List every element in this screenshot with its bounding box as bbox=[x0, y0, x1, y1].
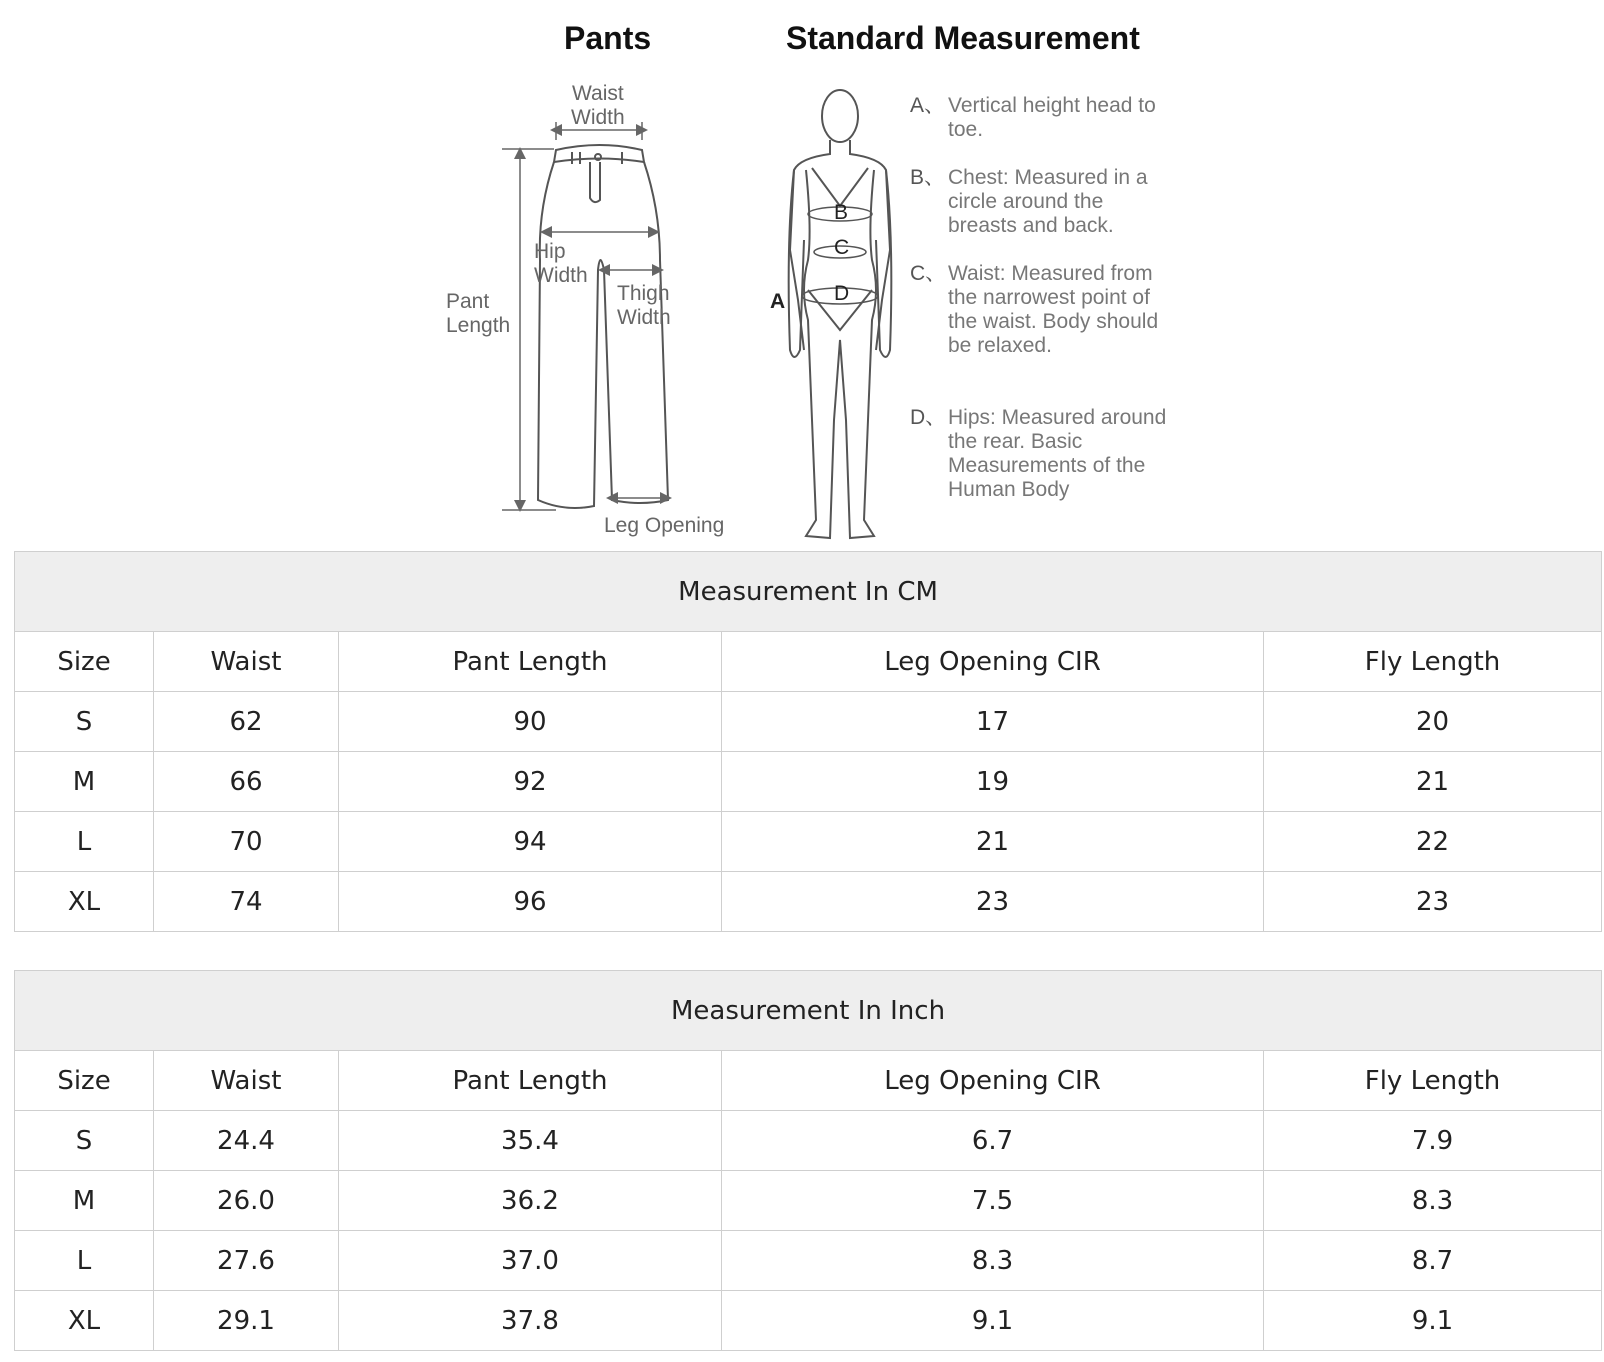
table-cell: 8.3 bbox=[722, 1231, 1264, 1291]
column-header: Waist bbox=[154, 632, 339, 692]
column-header: Leg Opening CIR bbox=[722, 632, 1264, 692]
table-row bbox=[15, 1291, 1602, 1351]
cm-header-row bbox=[15, 632, 1602, 692]
column-header: Fly Length bbox=[1264, 632, 1602, 692]
description-d-text: Hips: Measured around the rear. Basic Measurements of the Human Body bbox=[948, 406, 1167, 501]
body-letter-a: A bbox=[770, 290, 786, 313]
table-cell: 20 bbox=[1264, 692, 1602, 752]
table-cell: 35.4 bbox=[339, 1111, 722, 1171]
table-cell: S bbox=[15, 1111, 154, 1171]
table-cell: M bbox=[15, 1171, 154, 1231]
table-cell: XL bbox=[15, 1291, 154, 1351]
table-cell: 29.1 bbox=[154, 1291, 339, 1351]
table-cell: 9.1 bbox=[1264, 1291, 1602, 1351]
pants-title: Pants bbox=[564, 20, 652, 56]
table-cell: L bbox=[15, 812, 154, 872]
table-cell: 96 bbox=[339, 872, 722, 932]
table-cell: 19 bbox=[722, 752, 1264, 812]
description-a-letter: A、 bbox=[910, 94, 946, 117]
table-cell: 74 bbox=[154, 872, 339, 932]
body-letter-d: D bbox=[834, 282, 850, 305]
table-cell: 70 bbox=[154, 812, 339, 872]
hip-width-label: Hip Width bbox=[534, 240, 588, 287]
inch-caption-row bbox=[15, 971, 1602, 1051]
table-row bbox=[15, 1231, 1602, 1291]
description-c bbox=[910, 262, 1170, 358]
table-row bbox=[15, 1111, 1602, 1171]
body-figure bbox=[789, 90, 892, 538]
cm-caption-row bbox=[15, 552, 1602, 632]
cm-size-table bbox=[14, 551, 1602, 932]
column-header: Fly Length bbox=[1264, 1051, 1602, 1111]
description-b-letter: B、 bbox=[910, 166, 946, 189]
column-header: Size bbox=[15, 632, 154, 692]
table-cell: L bbox=[15, 1231, 154, 1291]
table-cell: S bbox=[15, 692, 154, 752]
table-cell: 37.8 bbox=[339, 1291, 722, 1351]
table-cell: 94 bbox=[339, 812, 722, 872]
description-d bbox=[910, 406, 1170, 502]
table-cell: 6.7 bbox=[722, 1111, 1264, 1171]
table-cell: 90 bbox=[339, 692, 722, 752]
table-row bbox=[15, 1171, 1602, 1231]
body-head bbox=[822, 90, 858, 142]
table-cell: 66 bbox=[154, 752, 339, 812]
table-row bbox=[15, 692, 1602, 752]
column-header: Size bbox=[15, 1051, 154, 1111]
table-cell: 21 bbox=[722, 812, 1264, 872]
table-cell: 23 bbox=[722, 872, 1264, 932]
table-cell: 22 bbox=[1264, 812, 1602, 872]
table-cell: 7.5 bbox=[722, 1171, 1264, 1231]
thigh-width-label: Thigh Width bbox=[617, 282, 671, 329]
table-cell: 27.6 bbox=[154, 1231, 339, 1291]
measurement-diagram bbox=[0, 0, 1604, 552]
description-c-text: Waist: Measured from the narrowest point of the waist. Body should be relaxed. bbox=[948, 262, 1159, 357]
inch-header-row bbox=[15, 1051, 1602, 1111]
table-cell: M bbox=[15, 752, 154, 812]
inch-table-wrapper bbox=[14, 970, 1601, 1351]
description-c-letter: C、 bbox=[910, 262, 947, 285]
standard-measurement-title: Standard Measurement bbox=[786, 20, 1140, 56]
inch-size-table bbox=[14, 970, 1602, 1351]
table-cell: 23 bbox=[1264, 872, 1602, 932]
table-cell: 62 bbox=[154, 692, 339, 752]
measurement-illustration bbox=[0, 0, 1604, 552]
description-b bbox=[910, 166, 1170, 238]
table-cell: 17 bbox=[722, 692, 1264, 752]
waist-width-label: Waist Width bbox=[571, 82, 625, 129]
description-a-text: Vertical height head to toe. bbox=[948, 94, 1156, 141]
table-cell: 8.3 bbox=[1264, 1171, 1602, 1231]
cm-table-caption: Measurement In CM bbox=[15, 552, 1602, 632]
column-header: Pant Length bbox=[339, 632, 722, 692]
inch-table-caption: Measurement In Inch bbox=[15, 971, 1602, 1051]
table-row bbox=[15, 752, 1602, 812]
description-b-text: Chest: Measured in a circle around the breasts and back. bbox=[948, 166, 1148, 237]
table-cell: 37.0 bbox=[339, 1231, 722, 1291]
leg-opening-label: Leg Opening bbox=[604, 514, 725, 537]
pant-length-label: Pant Length bbox=[446, 290, 511, 337]
cm-table-wrapper bbox=[14, 551, 1601, 932]
table-cell: 36.2 bbox=[339, 1171, 722, 1231]
table-cell: XL bbox=[15, 872, 154, 932]
table-cell: 26.0 bbox=[154, 1171, 339, 1231]
description-d-letter: D、 bbox=[910, 406, 947, 429]
body-letter-b: B bbox=[834, 201, 849, 224]
table-row bbox=[15, 812, 1602, 872]
table-cell: 9.1 bbox=[722, 1291, 1264, 1351]
table-cell: 7.9 bbox=[1264, 1111, 1602, 1171]
table-cell: 24.4 bbox=[154, 1111, 339, 1171]
table-row bbox=[15, 872, 1602, 932]
table-cell: 92 bbox=[339, 752, 722, 812]
column-header: Waist bbox=[154, 1051, 339, 1111]
table-cell: 21 bbox=[1264, 752, 1602, 812]
body-letter-c: C bbox=[834, 236, 850, 259]
table-cell: 8.7 bbox=[1264, 1231, 1602, 1291]
description-a bbox=[910, 94, 1170, 142]
column-header: Pant Length bbox=[339, 1051, 722, 1111]
column-header: Leg Opening CIR bbox=[722, 1051, 1264, 1111]
